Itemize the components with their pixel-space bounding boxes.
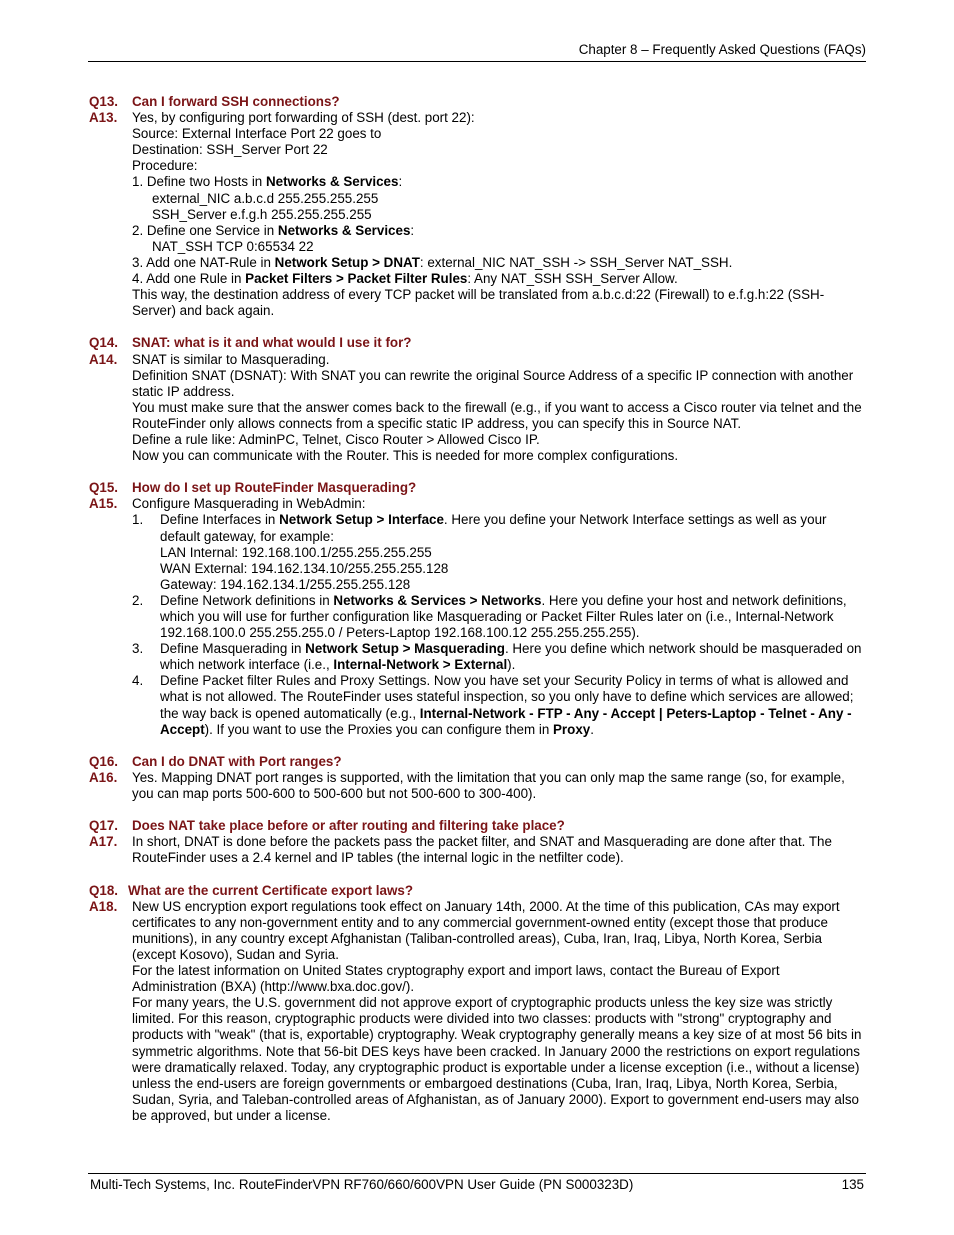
answer-row: [89, 770, 864, 802]
question-text: SNAT: what is it and what would I use it for?: [132, 335, 412, 351]
answer-line: Yes, by configuring port forwarding of SSH (dest. port 22):: [132, 110, 475, 126]
question-label: Q15.: [89, 480, 119, 496]
answer-label: A13.: [89, 110, 118, 126]
question-row: [89, 883, 864, 899]
answer-label: A18.: [89, 898, 118, 914]
question-label: Q17.: [89, 818, 119, 834]
answer-text: [132, 770, 864, 802]
procedure-step: 2. Define one Service in Networks & Services:: [132, 222, 415, 238]
question-text: Does NAT take place before or after routing and filtering take place?: [132, 818, 565, 834]
step-detail: NAT_SSH TCP 0:65534 22: [152, 238, 314, 254]
item-number: 2.: [132, 592, 144, 608]
question-row: [89, 335, 864, 351]
answer-label: A17.: [89, 834, 118, 850]
answer-text: [132, 834, 864, 866]
answer-row: [89, 834, 864, 866]
faq-content: [89, 94, 864, 1140]
question-row: [89, 818, 864, 834]
answer-line: SNAT is similar to Masquerading.: [132, 351, 330, 367]
item-detail: LAN Internal: 192.168.100.1/255.255.255.255: [160, 544, 432, 560]
answer-label: A15.: [89, 496, 118, 512]
footer-title: Multi-Tech Systems, Inc. RouteFinderVPN RF760/660/600VPN User Guide (PN S000323D): [90, 1177, 634, 1192]
chapter-title: Chapter 8 – Frequently Asked Questions (FAQs): [578, 42, 866, 57]
answer-paragraph: You must make sure that the answer comes back to the firewall (e.g., if you want to access a Cisco router via telnet and the RouteFinder only allows connects from a specific static IP address, you can specify this in Source NAT.: [132, 399, 862, 431]
answer-row: [89, 496, 864, 737]
question-text: Can I forward SSH connections?: [132, 94, 340, 109]
question-label: Q13.: [89, 94, 119, 109]
page-header: [88, 42, 866, 62]
numbered-item: [132, 641, 864, 673]
answer-text: [132, 899, 864, 1124]
question-row: [89, 94, 864, 110]
question-label: Q16.: [89, 753, 119, 769]
faq-q17: [89, 818, 864, 866]
numbered-item: [132, 512, 864, 592]
answer-row: [89, 352, 864, 465]
answer-paragraph: In short, DNAT is done before the packets pass the packet filter, and SNAT and Masquerading are done after that. The RouteFinder uses a 2.4 kernel and IP tables (the internal logic in the netfilter code).: [132, 834, 832, 866]
answer-label: A16.: [89, 769, 118, 785]
answer-paragraph: New US encryption export regulations took effect on January 14th, 2000. At the time of this publication, CAs may export certificates to any non-government entity and to any commercial government-owned entity (except those that produce munitions), in any country except Afghanistan (Taliban-controlled areas), Cuba, Iran, Iraq, Libya, North Korea, Serbia (except Kosovo), Sudan and Syria.: [132, 898, 840, 962]
step-detail: external_NIC a.b.c.d 255.255.255.255: [152, 190, 379, 206]
answer-text: [132, 352, 864, 465]
procedure-step: 3. Add one NAT-Rule in Network Setup > DNAT: external_NIC NAT_SSH -> SSH_Server NAT_SSH.: [132, 254, 733, 270]
faq-q16: [89, 754, 864, 802]
item-detail: Gateway: 194.162.134.1/255.255.255.128: [160, 576, 411, 592]
answer-text: [132, 496, 864, 737]
question-row: [89, 480, 864, 496]
item-number: 1.: [132, 512, 144, 528]
answer-paragraph: For many years, the U.S. government did not approve export of cryptographic products unless the key size was strictly limited. For this reason, cryptographic products were divided into two classes: products with "strong" cryptography and products with "weak" (that is, exportable) cryptography. Weak cryptography generally means a key size of at most 56 bits in symmetric algorithms. Note that 56-bit DES keys have been cracked. In January 2000 the restrictions on export regulations were dramatically relaxed. Today, any cryptographic product is exportable under a license exception (i.e., without a license) unless the end-users are foreign governments or embargoed destinations (Cuba, Iran, Iraq, Libya, North Korea, Serbia, Sudan, Syria, and Taleban-controlled areas of Afghanistan, as of January 2000). Export to government end-users may also be approved, but under a license.: [132, 995, 862, 1123]
page-number: 135: [841, 1177, 864, 1192]
faq-q18: [89, 883, 864, 1124]
item-text: Define Network definitions in Networks & Services > Networks. Here you define your host and network definitions, which you will use for further configuration like Masquerading or Packet Filter Rules later on (i.e., Internal-Network 192.168.100.0 255.255.255.0 / Peters-Laptop 192.168.100.12 255.255.255.255).: [160, 592, 847, 641]
procedure-step: 1. Define two Hosts in Networks & Services:: [132, 174, 403, 190]
numbered-item: [132, 593, 864, 641]
question-label: Q18.: [89, 882, 119, 898]
answer-row: [89, 110, 864, 319]
answer-text: [132, 110, 864, 319]
faq-q15: [89, 480, 864, 738]
item-text: Define Packet filter Rules and Proxy Settings. Now you have set your Security Policy in terms of what is allowed and what is not allowed. The RouteFinder uses stateful inspection, so you only have to define which services are allowed; the way back is opened automatically (e.g., Internal-Network - FTP - Any - Accept | Peters-Laptop - Telnet - Any - Accept). If you want to use the Proxies you can configure them in Proxy.: [160, 673, 854, 737]
question-text: What are the current Certificate export laws?: [128, 882, 413, 898]
question-label: Q14.: [89, 335, 119, 351]
item-number: 3.: [132, 641, 144, 657]
answer-paragraph: For the latest information on United States cryptography export and import laws, contact the Bureau of Export Administration (BXA) (http://www.bxa.doc.gov/).: [132, 963, 780, 995]
answer-line: Configure Masquerading in WebAdmin:: [132, 496, 366, 512]
answer-line: Define a rule like: AdminPC, Telnet, Cisco Router > Allowed Cisco IP.: [132, 431, 540, 447]
answer-paragraph: Yes. Mapping DNAT port ranges is supported, with the limitation that you can only map the same range (so, for example, you can map ports 500-600 to 500-600 but not 500-600 to 300-400).: [132, 769, 845, 802]
faq-q13: [89, 94, 864, 319]
question-text: Can I do DNAT with Port ranges?: [132, 753, 342, 769]
answer-line: Source: External Interface Port 22 goes to: [132, 126, 382, 142]
question-text: How do I set up RouteFinder Masquerading?: [132, 480, 417, 496]
answer-paragraph: This way, the destination address of every TCP packet will be translated from a.b.c.d:22 (Firewall) to e.f.g.h:22 (SSH-Server) and back again.: [132, 287, 825, 319]
step-detail: SSH_Server e.f.g.h 255.255.255.255: [152, 206, 372, 222]
answer-paragraph: Definition SNAT (DSNAT): With SNAT you can rewrite the original Source Address of a specific IP connection with another static IP address.: [132, 367, 854, 399]
answer-line: Destination: SSH_Server Port 22: [132, 142, 328, 158]
numbered-item: [132, 673, 864, 737]
item-text: Define Interfaces in Network Setup > Interface. Here you define your Network Interface settings as well as your default gateway, for example: LAN Internal: 192.168.100.1/255.255.255.255 WAN External: 194.162.134.10/255.255.255.128 Gateway: 194.162.134.1/255.255.255.128: [160, 512, 864, 592]
question-row: [89, 754, 864, 770]
faq-q14: [89, 335, 864, 464]
page-footer: [88, 1173, 866, 1194]
item-text: Define Masquerading in Network Setup > Masquerading. Here you define which network should be masqueraded on which network interface (i.e., Internal-Network > External).: [160, 641, 862, 673]
procedure-step: 4. Add one Rule in Packet Filters > Packet Filter Rules: Any NAT_SSH SSH_Server Allow.: [132, 271, 678, 287]
answer-row: [89, 899, 864, 1124]
answer-label: A14.: [89, 351, 118, 367]
item-number: 4.: [132, 673, 144, 689]
answer-line: Procedure:: [132, 158, 198, 174]
item-detail: WAN External: 194.162.134.10/255.255.255.128: [160, 560, 449, 576]
answer-line: Now you can communicate with the Router. This is needed for more complex configurations.: [132, 448, 679, 464]
